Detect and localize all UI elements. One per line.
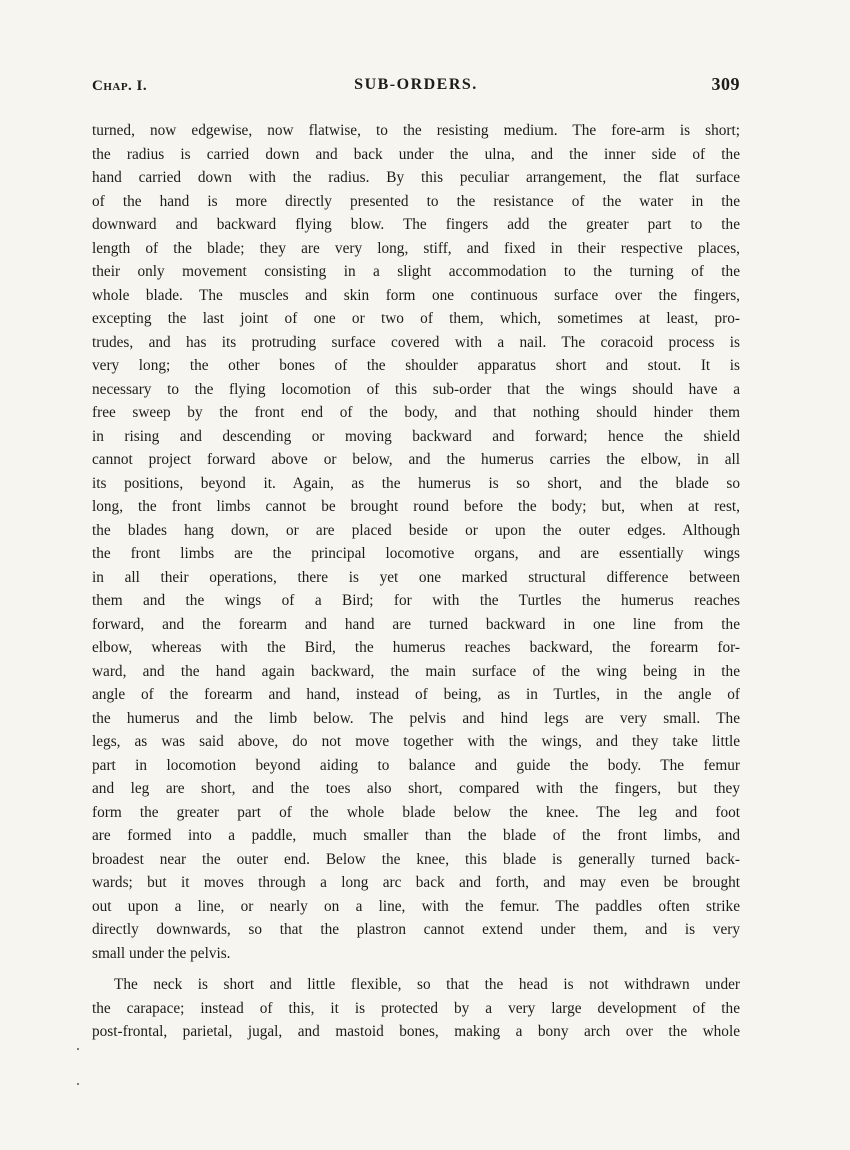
scan-speck — [77, 1048, 79, 1050]
text-line: part in locomotion beyond aiding to balance and guide the body. The femur — [92, 756, 740, 774]
text-line: excepting the last joint of one or two of them, which, sometimes at least, pro- — [92, 310, 740, 327]
text-line: broadest near the outer end. Below the knee, this blade is generally turned back- — [92, 850, 740, 868]
text-line: cannot project forward above or below, and the humerus carries the elbow, in all — [92, 451, 740, 468]
paragraph — [92, 119, 740, 965]
text-line: directly downwards, so that the plastron cannot extend under them, and is very — [92, 921, 740, 938]
text-line: length of the blade; they are very long, stiff, and fixed in their respective places, — [92, 239, 740, 257]
text-line: small under the pelvis. — [92, 944, 231, 962]
text-line: the humerus and the limb below. The pelvis and hind legs are very small. The — [92, 709, 740, 727]
text-line: out upon a line, or nearly on a line, with the femur. The paddles often strike — [92, 897, 740, 915]
text-line: hand carried down with the radius. By this peculiar arrangement, the flat surface — [92, 169, 740, 186]
text-line: in all their operations, there is yet one marked structural difference between — [92, 568, 740, 586]
text-line: them and the wings of a Bird; for with the Turtles the humerus reaches — [92, 592, 740, 609]
text-line: are formed into a paddle, much smaller than the blade of the front limbs, and — [92, 827, 740, 844]
text-line: angle of the forearm and hand, instead of being, as in Turtles, in the angle of — [92, 686, 740, 703]
text-line: trudes, and has its protruding surface covered with a nail. The coracoid process is — [92, 333, 740, 351]
text-line: turned, now edgewise, now flatwise, to the resisting medium. The fore-arm is short; — [92, 122, 740, 139]
text-line: wards; but it moves through a long arc back and forth, and may even be brought — [92, 874, 740, 891]
text-line: the front limbs are the principal locomotive organs, and are essentially wings — [92, 545, 740, 562]
text-line: its positions, beyond it. Again, as the humerus is so short, and the blade so — [92, 474, 740, 492]
text-line: elbow, whereas with the Bird, the humerus reaches backward, the forearm for- — [92, 639, 740, 656]
text-line: legs, as was said above, do not move together with the wings, and they take little — [92, 733, 740, 750]
text-line: forward, and the forearm and hand are turned backward in one line from the — [92, 615, 740, 633]
paragraph — [92, 973, 740, 1044]
text-line: whole blade. The muscles and skin form one continuous surface over the fingers, — [92, 286, 740, 304]
text-line: in rising and descending or moving backward and forward; hence the shield — [92, 427, 740, 445]
text-line: the radius is carried down and back under the ulna, and the inner side of the — [92, 145, 740, 163]
chapter-label: Chap. I. — [92, 78, 148, 94]
text-line: downward and backward flying blow. The fingers add the greater part to the — [92, 216, 740, 233]
body-text — [92, 119, 740, 1044]
text-line: the blades hang down, or are placed beside or upon the outer edges. Although — [92, 521, 740, 539]
text-line: post-frontal, parietal, jugal, and mastoid bones, making a bony arch over the whole — [92, 1023, 740, 1040]
section-title: SUB-ORDERS. — [354, 76, 478, 93]
scan-speck — [77, 1083, 79, 1085]
page-number: 309 — [711, 74, 740, 94]
text-line: and leg are short, and the toes also short, compared with the fingers, but they — [92, 780, 740, 797]
text-line: ward, and the hand again backward, the main surface of the wing being in the — [92, 662, 740, 680]
text-line: long, the front limbs cannot be brought round before the body; but, when at rest, — [92, 498, 740, 515]
text-line: very long; the other bones of the shoulder apparatus short and stout. It is — [92, 357, 740, 374]
text-line: their only movement consisting in a slight accommodation to the turning of the — [92, 263, 740, 280]
text-line: free sweep by the front end of the body, and that nothing should hinder them — [92, 404, 740, 421]
text-line: of the hand is more directly presented to the resistance of the water in the — [92, 192, 740, 210]
text-line: form the greater part of the whole blade below the knee. The leg and foot — [92, 803, 740, 821]
text-line: necessary to the flying locomotion of this sub-order that the wings should have a — [92, 380, 740, 398]
running-head — [92, 74, 740, 100]
text-line: the carapace; instead of this, it is protected by a very large development of the — [92, 999, 740, 1017]
text-line: The neck is short and little flexible, so that the head is not withdrawn under — [114, 976, 740, 993]
